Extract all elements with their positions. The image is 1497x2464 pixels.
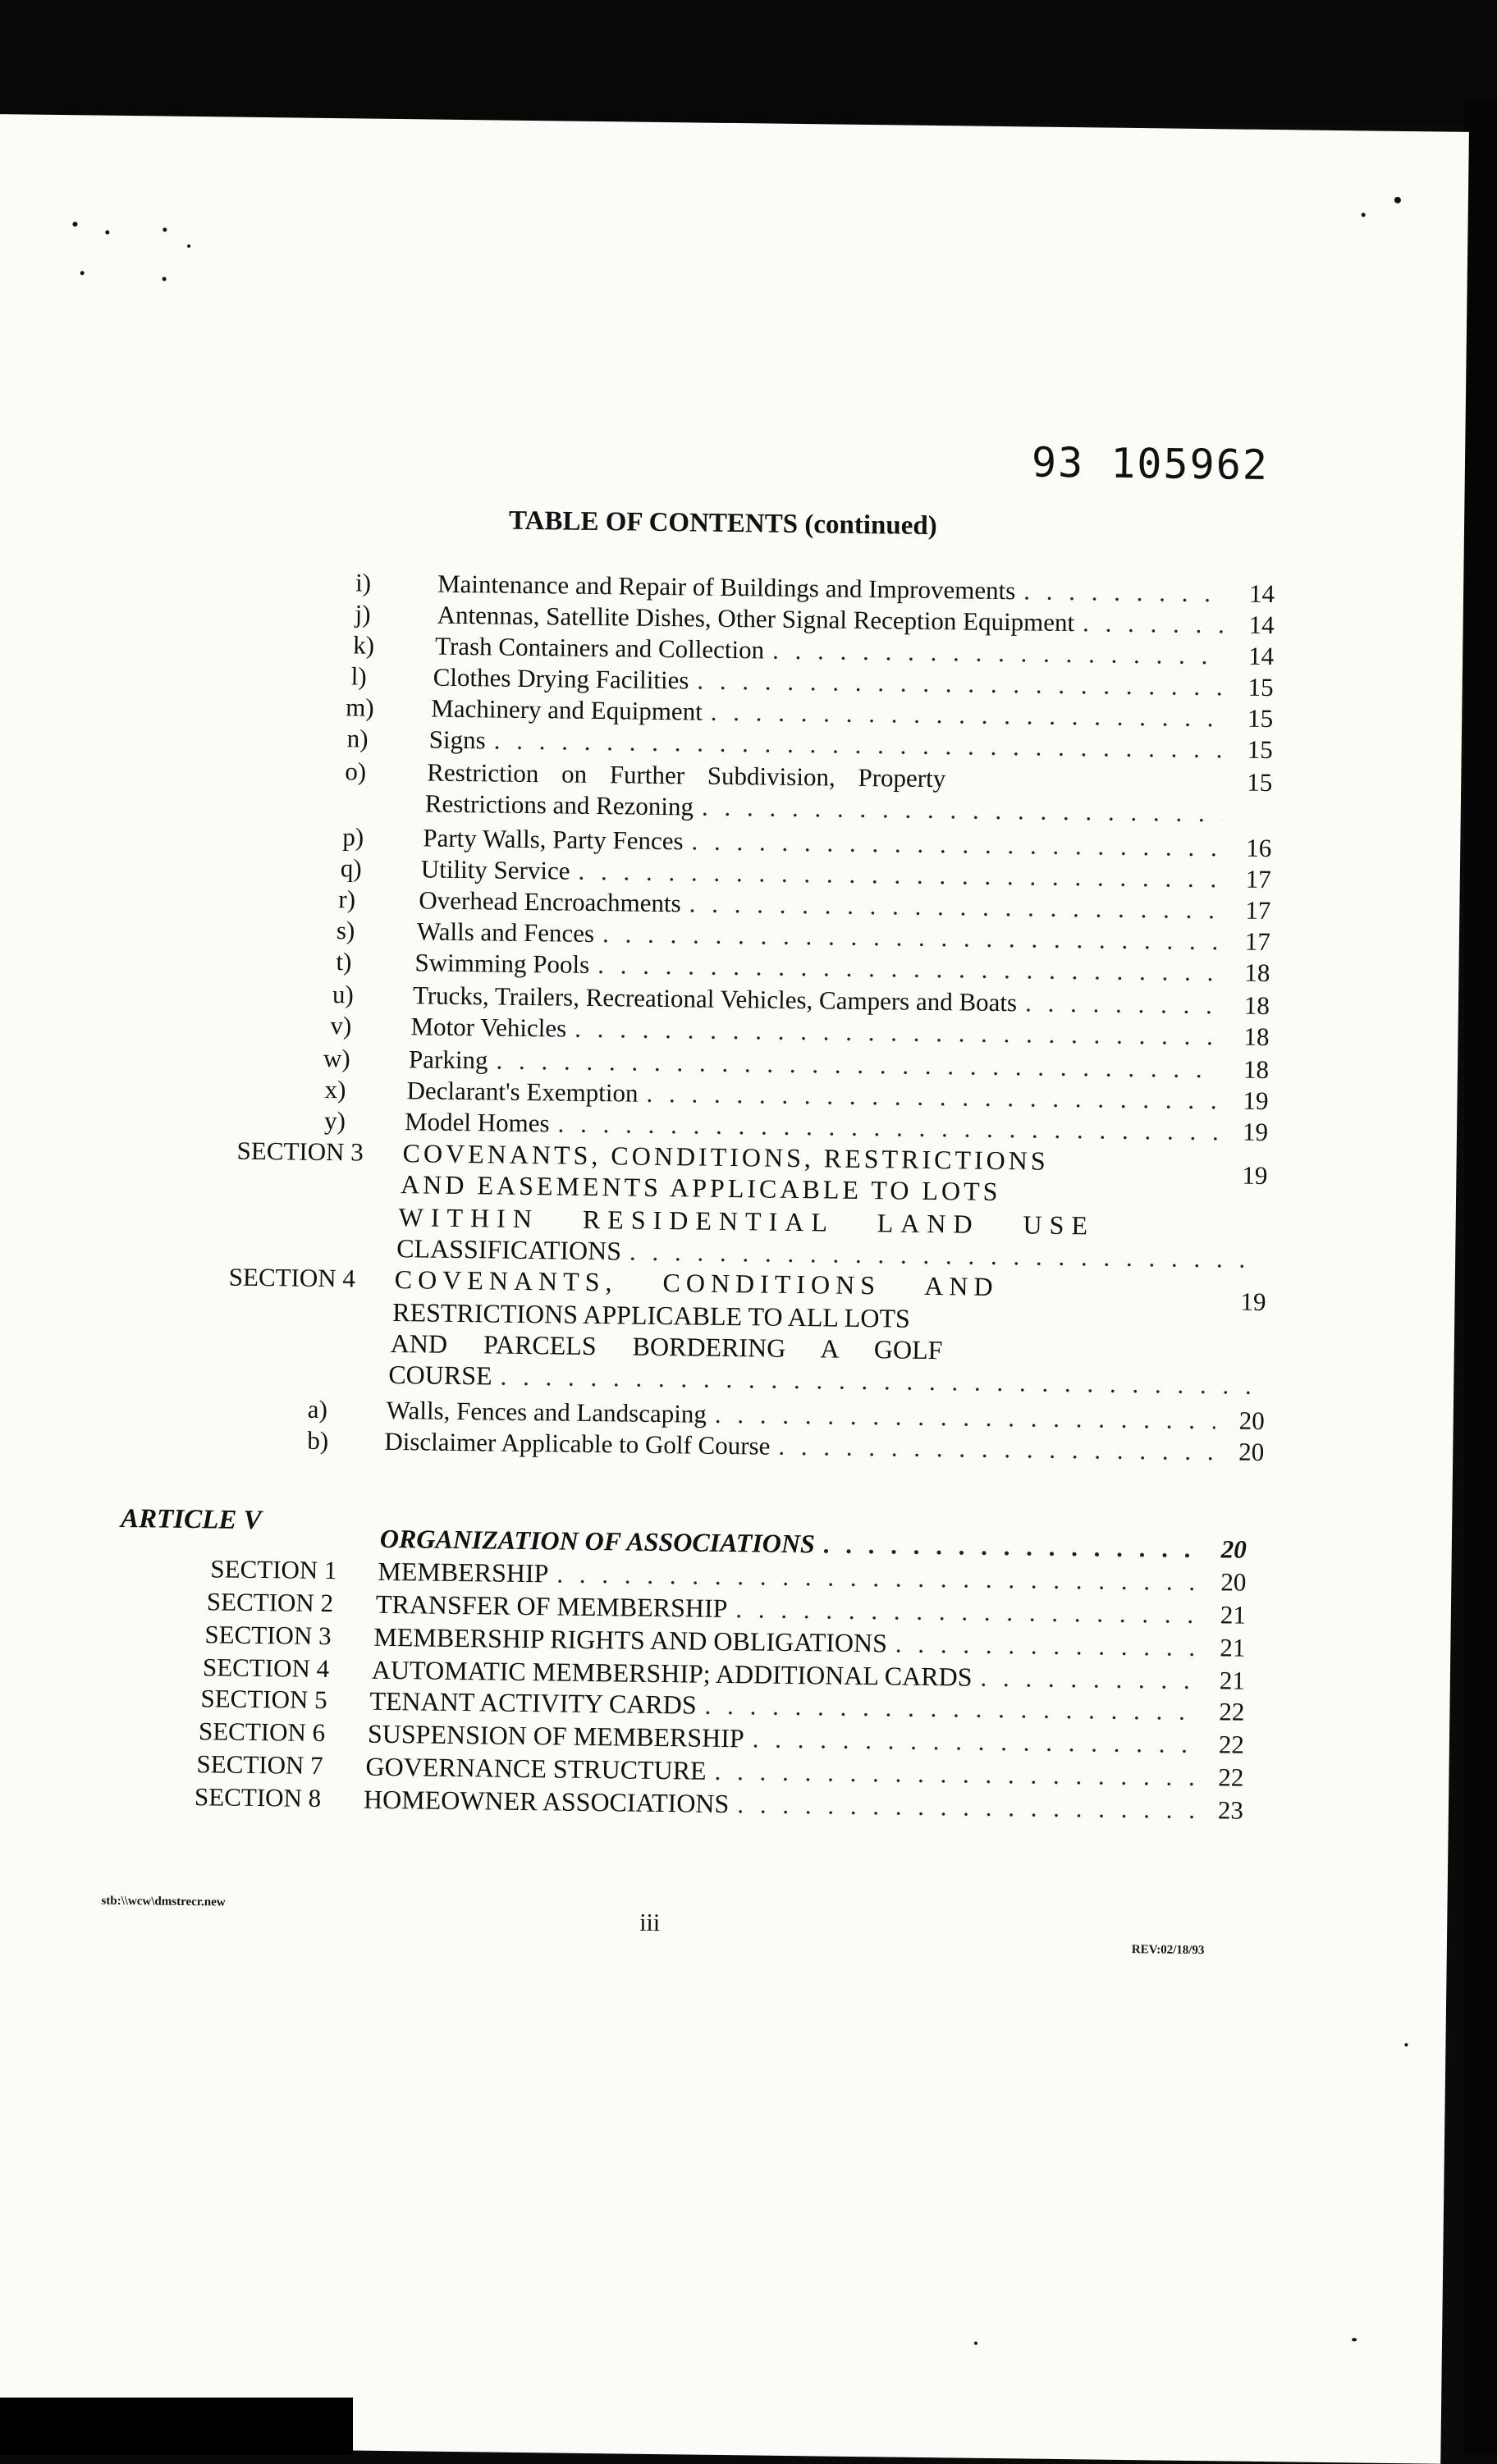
entry-page: 15 bbox=[1248, 672, 1274, 702]
dot-leader bbox=[500, 1362, 1257, 1401]
section-page: 22 bbox=[1218, 1762, 1244, 1792]
entry-page: 19 bbox=[1243, 1086, 1269, 1116]
dot-leader bbox=[646, 1079, 1219, 1116]
entry-title: Trucks, Trailers, Recreational Vehicles, Campers and Boats bbox=[412, 981, 1018, 1017]
scan-speck bbox=[80, 271, 85, 275]
entry-label: r) bbox=[338, 885, 356, 914]
revision-date: REV:02/18/93 bbox=[1131, 1943, 1205, 1958]
entry-title: Party Walls, Party Fences bbox=[423, 823, 684, 856]
entry-label: o) bbox=[345, 757, 367, 786]
section-page: 19 bbox=[1242, 1160, 1268, 1191]
dot-leader bbox=[772, 636, 1225, 671]
entry-title: Model Homes bbox=[404, 1107, 550, 1138]
scan-speck bbox=[1362, 213, 1366, 217]
section-title: TRANSFER OF MEMBERSHIP bbox=[375, 1589, 728, 1624]
entry-label: m) bbox=[346, 693, 374, 722]
section-title-line: COURSE bbox=[388, 1359, 492, 1391]
entry-label: x) bbox=[324, 1074, 346, 1104]
entry-title: Signs bbox=[428, 725, 486, 755]
section-page: 19 bbox=[1240, 1287, 1266, 1317]
section-label: SECTION 4 bbox=[202, 1653, 330, 1684]
entry-page: 14 bbox=[1248, 641, 1275, 671]
dot-leader bbox=[980, 1663, 1196, 1695]
entry-label: j) bbox=[355, 599, 371, 629]
entry-title: Clothes Drying Facilities bbox=[433, 662, 689, 695]
section-page: 22 bbox=[1218, 1730, 1245, 1759]
section-title-line: AND EASEMENTS APPLICABLE TO LOTS bbox=[400, 1169, 1001, 1207]
entry-label: y) bbox=[323, 1105, 346, 1136]
entry-page: 15 bbox=[1247, 767, 1273, 798]
scan-speck bbox=[163, 277, 167, 281]
entry-page: 15 bbox=[1247, 703, 1274, 734]
dot-leader bbox=[711, 697, 1225, 734]
section-page: 20 bbox=[1220, 1567, 1247, 1597]
entry-title: Maintenance and Repair of Buildings and Improvements bbox=[437, 569, 1016, 606]
entry-title: Machinery and Equipment bbox=[431, 693, 703, 726]
entry-page: 20 bbox=[1238, 1406, 1265, 1436]
entry-title: Motor Vehicles bbox=[410, 1012, 567, 1043]
scan-speck bbox=[1394, 197, 1401, 203]
document-page bbox=[0, 114, 1469, 2464]
section-title-line: COVENANTS, CONDITIONS, RESTRICTIONS bbox=[402, 1138, 1049, 1176]
entry-label: q) bbox=[340, 853, 362, 883]
entry-title: Utility Service bbox=[420, 854, 570, 885]
entry-page: 14 bbox=[1248, 610, 1275, 640]
entry-page: 14 bbox=[1248, 578, 1275, 609]
entry-label: b) bbox=[307, 1425, 329, 1456]
dot-leader bbox=[697, 665, 1225, 702]
section-label: SECTION 5 bbox=[200, 1684, 327, 1715]
dot-leader bbox=[689, 889, 1221, 925]
section-label: SECTION 2 bbox=[206, 1587, 334, 1618]
section-title: SUSPENSION OF MEMBERSHIP bbox=[367, 1718, 744, 1753]
scan-top-border bbox=[0, 0, 1497, 123]
dot-leader bbox=[895, 1630, 1197, 1662]
entry-label: v) bbox=[330, 1011, 352, 1040]
entry-title: Antennas, Satellite Dishes, Other Signal Reception Equipment bbox=[437, 600, 1075, 638]
scan-speck bbox=[1352, 2338, 1357, 2341]
entry-page: 18 bbox=[1244, 958, 1270, 988]
article-title: ORGANIZATION OF ASSOCIATIONS bbox=[379, 1523, 816, 1559]
entry-page: 18 bbox=[1243, 1054, 1270, 1085]
section-page: 21 bbox=[1220, 1600, 1247, 1630]
section-page: 21 bbox=[1220, 1633, 1246, 1662]
section-title: HOMEOWNER ASSOCIATIONS bbox=[363, 1784, 730, 1819]
dot-leader bbox=[715, 1400, 1215, 1435]
scan-speck bbox=[187, 245, 190, 248]
dot-leader bbox=[778, 1432, 1215, 1466]
scan-speck bbox=[974, 2342, 977, 2345]
entry-label: n) bbox=[346, 724, 369, 753]
entry-title: Declarant's Exemption bbox=[406, 1076, 639, 1108]
entry-title: Trash Containers and Collection bbox=[434, 631, 765, 665]
section-title: GOVERNANCE STRUCTURE bbox=[365, 1751, 707, 1785]
section-page: 23 bbox=[1217, 1795, 1244, 1825]
dot-leader bbox=[691, 826, 1222, 862]
section-label: SECTION 3 bbox=[236, 1136, 364, 1167]
entry-title: Walls, Fences and Landscaping bbox=[386, 1395, 707, 1429]
dot-leader bbox=[1023, 576, 1225, 608]
entry-title-line2: Restrictions and Rezoning bbox=[424, 789, 694, 821]
entry-label: w) bbox=[323, 1043, 350, 1073]
entry-page: 18 bbox=[1243, 990, 1270, 1021]
entry-title: Disclaimer Applicable to Golf Course bbox=[384, 1426, 771, 1461]
stamp-number: 93 105962 bbox=[1031, 438, 1270, 489]
section-title: MEMBERSHIP RIGHTS AND OBLIGATIONS bbox=[373, 1621, 888, 1658]
entry-label: i) bbox=[355, 568, 372, 597]
page-title: TABLE OF CONTENTS (continued) bbox=[508, 505, 937, 542]
dot-leader bbox=[735, 1594, 1197, 1630]
entry-title: Overhead Encroachments bbox=[419, 885, 681, 918]
entry-label: s) bbox=[336, 916, 355, 945]
section-title-line: WITHIN RESIDENTIAL LAND USE bbox=[398, 1202, 1096, 1241]
section-title-line: COVENANTS, CONDITIONS AND bbox=[394, 1264, 999, 1302]
entry-label: l) bbox=[350, 661, 367, 691]
dot-leader bbox=[737, 1790, 1194, 1825]
section-label: SECTION 4 bbox=[228, 1262, 356, 1293]
toc-list bbox=[0, 114, 1469, 2464]
file-path: stb:\\wcw\dmstrecr.new bbox=[101, 1894, 226, 1909]
scan-speck bbox=[72, 222, 77, 226]
scan-right-border bbox=[1464, 98, 1497, 2455]
section-title-line: RESTRICTIONS APPLICABLE TO ALL LOTS bbox=[392, 1297, 911, 1333]
scan-speck bbox=[105, 231, 109, 235]
section-page: 21 bbox=[1219, 1666, 1246, 1695]
page-number: iii bbox=[639, 1909, 661, 1937]
section-title: TENANT ACTIVITY CARDS bbox=[369, 1685, 697, 1720]
scan-bottom-border bbox=[0, 2398, 353, 2455]
scan-speck bbox=[1404, 2043, 1408, 2046]
entry-page: 19 bbox=[1242, 1117, 1269, 1147]
section-label: SECTION 1 bbox=[210, 1554, 337, 1585]
article-page: 20 bbox=[1220, 1534, 1248, 1564]
entry-page: 17 bbox=[1245, 895, 1271, 926]
entry-page: 16 bbox=[1246, 833, 1272, 863]
dot-leader bbox=[823, 1529, 1197, 1564]
section-title-line: AND PARCELS BORDERING A GOLF bbox=[390, 1328, 943, 1365]
dot-leader bbox=[714, 1757, 1194, 1792]
section-label: SECTION 6 bbox=[198, 1717, 326, 1748]
entry-page: 15 bbox=[1247, 734, 1273, 765]
entry-label: u) bbox=[332, 980, 355, 1009]
dot-leader bbox=[1083, 608, 1225, 639]
dot-leader bbox=[1025, 988, 1220, 1020]
section-label: SECTION 7 bbox=[196, 1749, 323, 1781]
entry-label: a) bbox=[307, 1394, 328, 1424]
article-label: ARTICLE V bbox=[120, 1503, 262, 1536]
entry-title: Parking bbox=[408, 1045, 488, 1075]
scan-speck bbox=[163, 227, 167, 231]
entry-page: 18 bbox=[1243, 1022, 1270, 1052]
section-title-line: CLASSIFICATIONS bbox=[396, 1233, 622, 1266]
dot-leader bbox=[753, 1724, 1196, 1759]
entry-label: k) bbox=[352, 630, 375, 660]
entry-title: Walls and Fences bbox=[416, 917, 595, 948]
dot-leader bbox=[556, 1559, 1197, 1597]
section-label: SECTION 8 bbox=[194, 1782, 322, 1813]
dot-leader bbox=[704, 1691, 1195, 1726]
section-label: SECTION 3 bbox=[204, 1620, 332, 1651]
section-page: 22 bbox=[1219, 1697, 1245, 1726]
entry-title: Swimming Pools bbox=[414, 948, 590, 979]
section-title: AUTOMATIC MEMBERSHIP; ADDITIONAL CARDS bbox=[371, 1654, 973, 1692]
entry-page: 17 bbox=[1244, 926, 1271, 957]
dot-leader bbox=[702, 793, 1223, 829]
section-title: MEMBERSHIP bbox=[378, 1556, 549, 1589]
entry-page: 17 bbox=[1245, 864, 1272, 894]
entry-label: t) bbox=[336, 947, 352, 976]
entry-page: 20 bbox=[1238, 1437, 1265, 1467]
entry-label: p) bbox=[342, 822, 364, 852]
entry-title: Restriction on Further Subdivision, Property bbox=[427, 757, 946, 793]
